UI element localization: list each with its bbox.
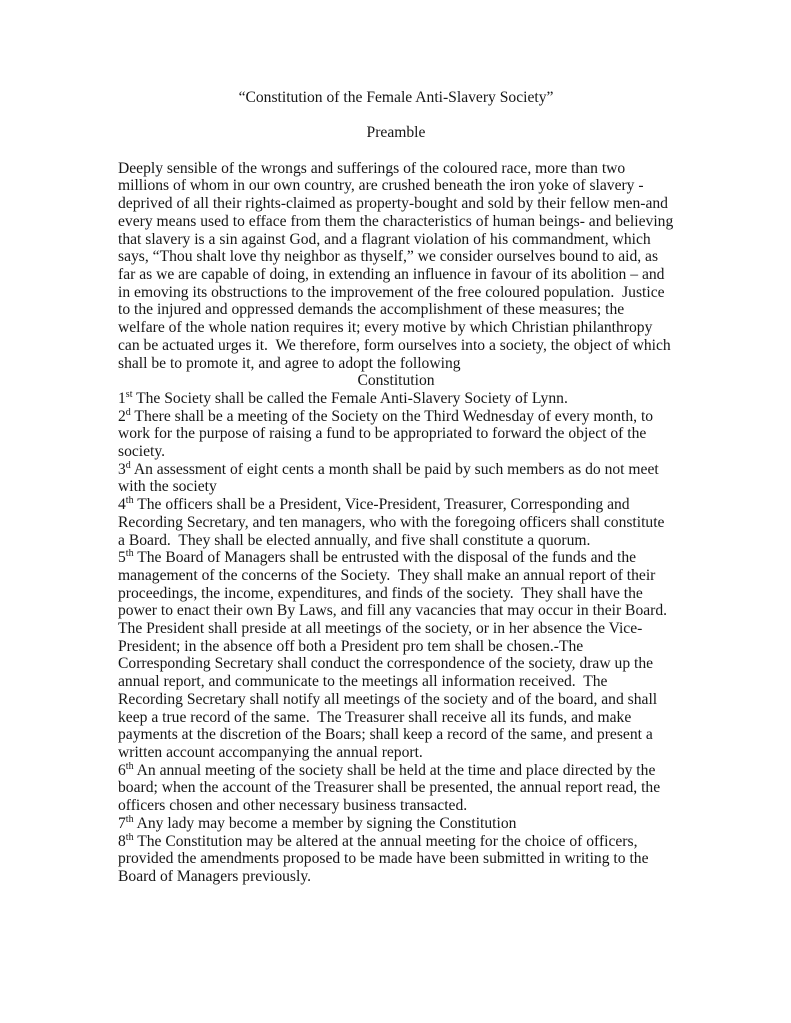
document-title: “Constitution of the Female Anti-Slavery Society”: [238, 89, 554, 106]
article-2: [118, 408, 674, 461]
constitution-heading: Constitution: [357, 372, 435, 390]
article-3: [118, 461, 674, 496]
article-1: [118, 390, 674, 408]
article-2-number: 2: [118, 407, 126, 425]
article-7-ordinal-suffix: th: [125, 813, 134, 825]
article-5-ordinal-suffix: th: [125, 548, 134, 560]
article-6-number: 6: [118, 761, 126, 779]
article-1-text: The Society shall be called the Female Anti-Slavery Society of Lynn.: [132, 389, 568, 407]
preamble-paragraph: Deeply sensible of the wrongs and sufferings of the coloured race, more than two millions of whom in our own country, are crushed beneath the iron yoke of slavery - deprived of all their rights-claimed as property-bought and sold by their fellow men-and every means used to efface from them the characteristics of human beings- and believing that slavery is a sin against God, and a flagrant violation of his commandment, which says, “Thou shalt love thy neighbor as thyself,” we consider ourselves bound to aid, as far as we are capable of doing, in extending an influence in favour of its abolition – and in emoving its obstructions to the improvement of the free coloured population. Justice to the injured and oppressed demands the accomplishment of these measures; the welfare of the whole nation requires it; every motive by which Christian philanthropy can be actuated urges it. We therefore, form ourselves into a society, the object of which shall be to promote it, and agree to adopt the following: [118, 159, 678, 372]
article-1-number: 1: [118, 389, 126, 407]
article-8-number: 8: [118, 832, 126, 850]
article-3-text: An assessment of eight cents a month shall be paid by such members as do not meet with the society: [118, 460, 663, 496]
article-2-text: There shall be a meeting of the Society on the Third Wednesday of every month, to work for the purpose of raising a fund to be appropriated to forward the object of the society.: [118, 407, 658, 461]
article-7: [118, 815, 674, 833]
article-7-number: 7: [118, 814, 126, 832]
article-5: [118, 549, 674, 761]
article-6-text: An annual meeting of the society shall be held at the time and place directed by the board; when the account of the Treasurer shall be presented, the annual report read, the officers chosen and other necessary business transacted.: [118, 761, 665, 815]
article-4-text: The officers shall be a President, Vice-President, Treasurer, Corresponding and Recording Secretary, and ten managers, who with the foregoing officers shall constitute a Board. They shall be elected annually, and five shall constitute a quorum.: [118, 496, 669, 549]
article-3-ordinal-suffix: d: [125, 459, 131, 471]
article-4: [118, 496, 674, 549]
article-8-text: The Constitution may be altered at the annual meeting for the choice of officers, provided the amendments proposed to be made have been submitted in writing to the Board of Managers previously.: [118, 832, 653, 885]
article-8-ordinal-suffix: th: [125, 831, 134, 843]
article-3-number: 3: [118, 460, 126, 478]
article-5-text: The Board of Managers shall be entrusted with the disposal of the funds and the management of the concerns of the Society. They shall make an annual report of their proceedings, the income, expenditures, and finds of the society. They shall have the power to enact their own By Laws, and fill any vacancies that may occur in their Board. The President shall preside at all meetings of the society, or in her absence the Vice-President; in the absence off both a President pro tem shall be chosen.-The Corresponding Secretary shall conduct the correspondence of the society, draw up the annual report, and communicate to the meetings all information received. The Recording Secretary shall notify all meetings of the society and of the board, and shall keep a true record of the same. The Treasurer shall receive all its funds, and make payments at the discretion of the Boars; shall keep a record of the same, and present a written account accompanying the annual report.: [118, 549, 675, 761]
article-2-ordinal-suffix: d: [125, 406, 131, 418]
article-7-text: Any lady may become a member by signing the Constitution: [133, 814, 517, 832]
article-8: [118, 833, 674, 886]
article-1-ordinal-suffix: st: [125, 388, 133, 400]
article-5-number: 5: [118, 549, 126, 567]
article-6-ordinal-suffix: th: [125, 760, 134, 772]
article-4-number: 4: [118, 496, 126, 514]
article-4-ordinal-suffix: th: [125, 494, 134, 506]
article-6: [118, 762, 674, 815]
preamble-heading: Preamble: [366, 124, 426, 142]
